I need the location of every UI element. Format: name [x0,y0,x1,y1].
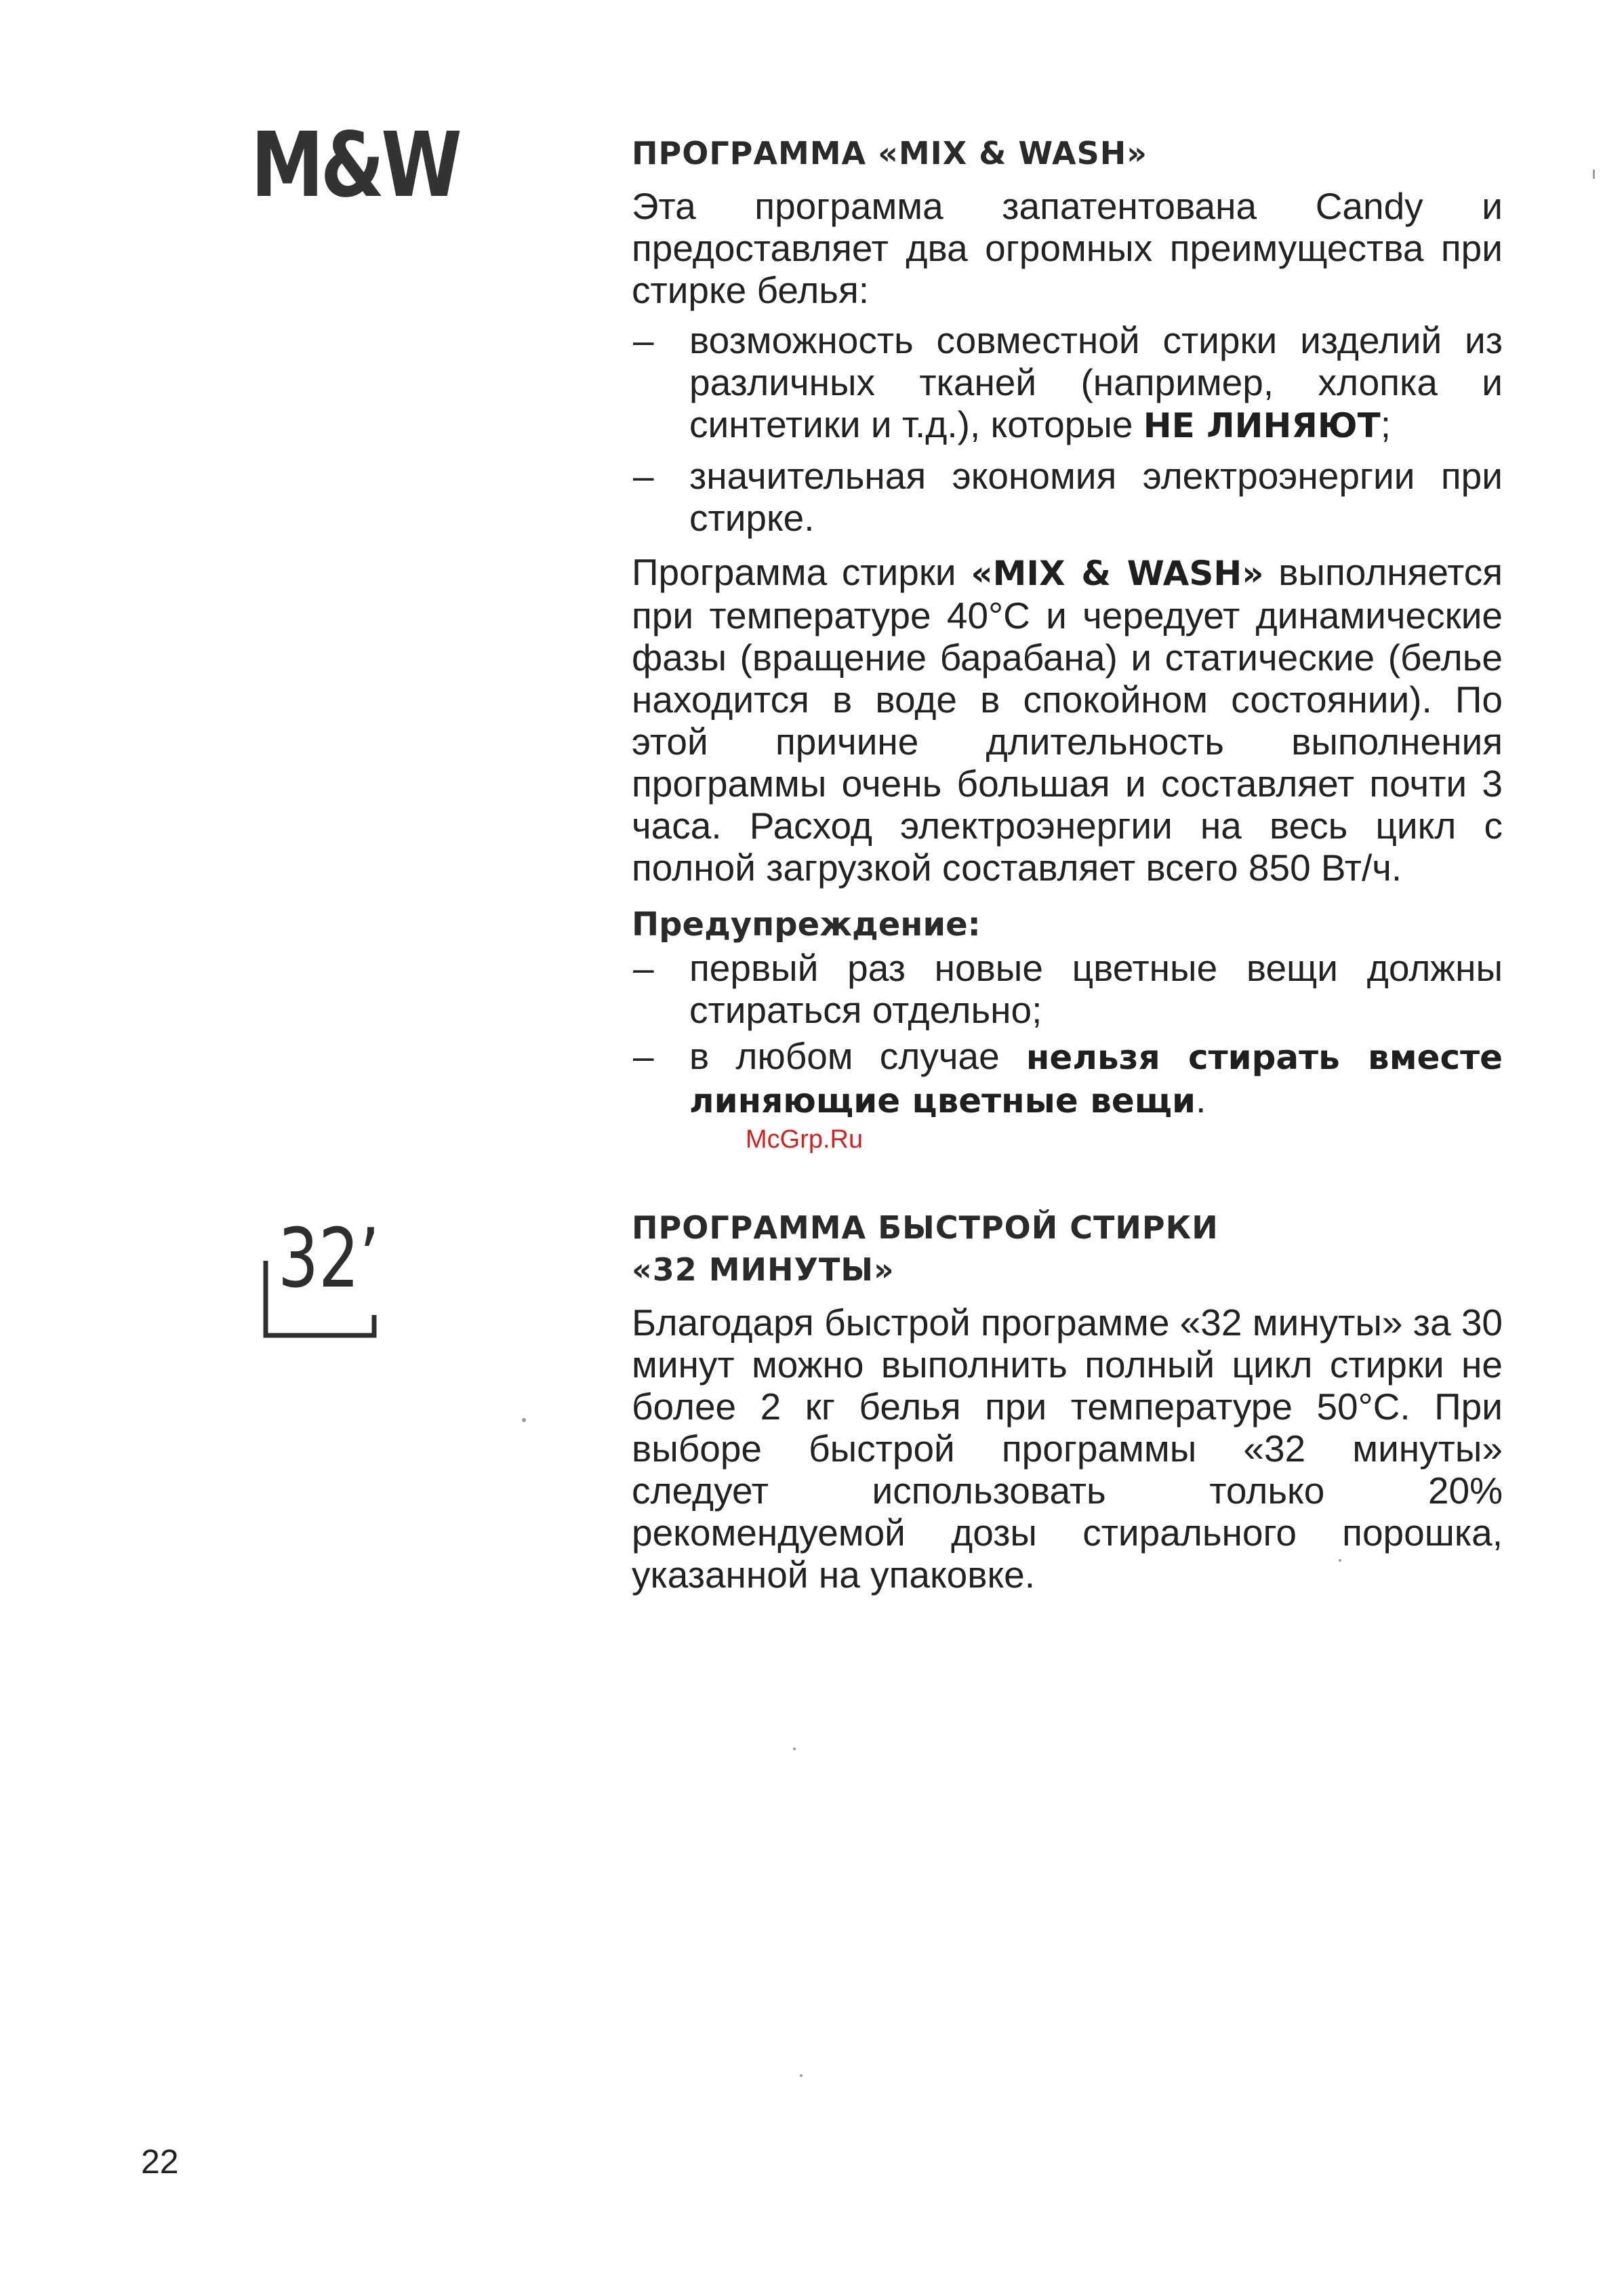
bullet-dash: – [633,947,654,989]
mix-wash-heading: ПРОГРАММА «MIX & WASH» [632,135,1148,171]
page-number: 22 [141,2143,179,2181]
quick-wash-tub-icon [258,1207,393,1342]
mix-wash-section [632,132,1503,1122]
advantage-1-end: ; [1380,403,1391,445]
mix-wash-intro: Эта программа запатентована Candy и предоставляет два огромных преимущества при стирке белья: [632,185,1503,311]
warning-2-end: . [1196,1078,1206,1120]
list-item [632,319,1503,447]
mix-wash-description [632,551,1503,889]
description-rest: выполняется при температуре 40°C и чередует динамические фазы (вращение барабана) и статические (белье находится в воде в спокойном состоянии). По этой причине длительность выполнения программы очень большая и составляет почти 3 часа. Расход электроэнергии на весь цикл с полной загрузкой составляет всего 850 Вт/ч. [632,551,1503,889]
advantage-2-text: значительная экономия электроэнергии при стирке. [689,455,1503,539]
description-start: Программа стирки [632,551,971,593]
warning-1-text: первый раз новые цветные вещи должны стираться отдельно; [689,947,1503,1031]
quick-wash-heading-line-1: ПРОГРАММА БЫСТРОЙ СТИРКИ [632,1209,1219,1246]
list-item [632,455,1503,539]
bullet-dash: – [633,455,654,497]
advantage-1-text: возможность совместной стирки изделий из различных тканей (например, хлопка и синтетики и т.д.), которые [689,319,1503,445]
warning-list [632,947,1503,1122]
warning-2-bold: нельзя стирать вместе линяющие цветные вещи [689,1038,1503,1120]
scan-speck [800,2074,803,2077]
list-item [632,1035,1503,1122]
scan-speck [793,1747,796,1750]
scan-speck [522,1418,526,1422]
tub-symbol-label: 32’ [278,1212,380,1306]
quick-wash-heading-line-2: «32 МИНУТЫ» [632,1251,895,1288]
quick-wash-body: Благодаря быстрой программе «32 минуты» за 30 минут можно выполнить полный цикл стирки не более 2 кг белья при температуре 50°C. При выборе быстрой программы «32 минуты» следует использовать только 20% рекомендуемой дозы стирального порошка, указанной на упаковке. [632,1301,1503,1596]
warning-2-text: в любом случае [689,1035,1026,1077]
mix-wash-symbol-icon: M&W [251,113,459,218]
advantage-1-bold: НЕ ЛИНЯЮТ [1143,406,1381,445]
warning-title: Предупреждение: [632,906,981,944]
scan-speck [1339,1559,1341,1562]
list-item [632,947,1503,1031]
bullet-dash: – [633,319,654,361]
scan-speck [1593,169,1595,179]
watermark: McGrp.Ru [746,1125,864,1154]
bullet-dash: – [633,1035,654,1077]
advantages-list [632,319,1503,539]
description-bold: «MIX & WASH» [971,554,1264,593]
quick-wash-section [632,1207,1503,1596]
